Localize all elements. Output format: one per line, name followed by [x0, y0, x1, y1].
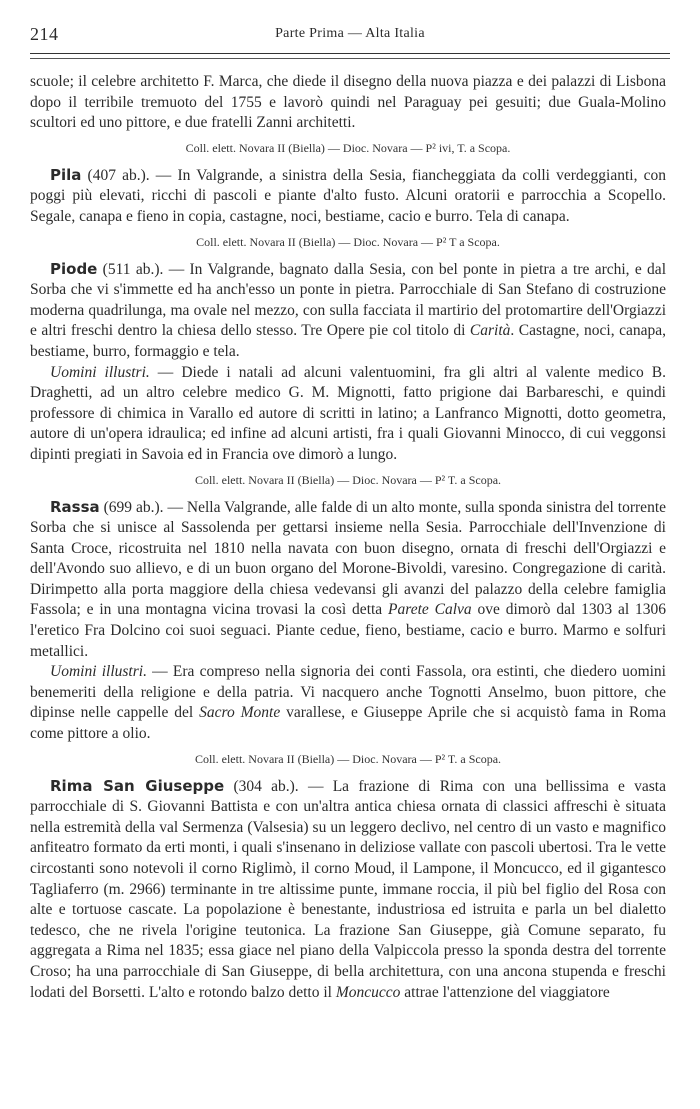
- running-title: Parte Prima — Alta Italia: [275, 26, 425, 41]
- entry-text: attrae l'attenzione del viaggiatore: [400, 983, 610, 1001]
- entry-text: ove dimorò dal 1303 al 1306 l'eretico Fra Dolcino coi suoi seguaci. Piante cedue, fieno, bestiame, cacio e burro. Marmo e solfuri metallici.: [30, 601, 667, 660]
- italic-term: Sacro Monte: [199, 704, 281, 722]
- entry-title: Pila: [50, 165, 82, 184]
- entry-text: . Castagne, noci, canapa, bestiame, burro, formaggio e tela.: [30, 322, 666, 360]
- entry-text: — Diede i natali ad alcuni valentuomini, fra gli altri al valente medico B. Draghetti, ad un altro celebre medico G. M. Mignotti, fatto prigione dai Barbareschi, e quindi professore di chimica in Varallo ed autore di scritti in latino; a Lanfranco Mignotti, dotto geometra, autore di un'opera idraulica; ed infine ad alcuni artisti, fra i quali Giovanni Minocco, di cui veggonsi dipinti pregiati in Savoia ed in Francia ove dimorò a lungo.: [30, 363, 666, 463]
- entry-piode: [30, 259, 666, 363]
- population: (511 ab.).: [97, 260, 164, 278]
- entry-text: — La frazione di Rima con una bellissima e vasta parrocchiale di S. Giovanni Battista e con un'altra antica chiesa ornata di classici affreschi è situata nella estremità della val Sermenza (Valsesia) su un leggero declivo, nel centro di un vasto e magnifico anfiteatro formato da erti monti, i quali s'insenano in deliziose vallate con pascoli ubertosi. Tra le vette circostanti sono notevoli il corno Riglimò, il corno Moud, il Lampone, il Moncucco, ed il gigantesco Tagliaferro (m. 2966) terminante in tre altissime punte, immane roccia, il più bel figlio del Rosa con alte e tortuose cascate. La popolazione è benestante, industriosa ed istruita e parla un bel dialetto tedesco, che ne rivela l'origine teutonica. La frazione San Giuseppe, già Comune separato, fu aggregata a Rima nel 1835; essa giace nel piano della Valpiccola presso la sponda destra del torrente Croso; ha una parrocchiale di San Giuseppe, di bella architettura, con una ancona stupenda e freschi lodati del Borsetti. L'alto e rotondo balzo detto il: [30, 777, 666, 1001]
- admin-note: Coll. elett. Novara II (Biella) — Dioc. Novara — P² T. a Scopa.: [194, 472, 502, 487]
- entry-rassa: [30, 497, 666, 663]
- population: (699 ab.).: [99, 498, 164, 516]
- page-body: [30, 72, 666, 1003]
- section-label: Uomini illustri.: [50, 363, 150, 381]
- italic-term: Moncucco: [335, 983, 401, 1001]
- entry-title: Piode: [50, 259, 98, 278]
- section-label: Uomini illustri.: [50, 663, 147, 681]
- entry-text: — In Valgrande, a sinistra della Sesia, fiancheggiata da colli verdeggianti, con poggi più elevati, ricchi di pascoli e piante d'alto fusto. Alcuni oratorii e parrocchia a Scopello. Segale, canapa e fieno in copia, castagne, noci, bestiame, cacio e burro. Tela di canapa.: [30, 166, 667, 225]
- entry-text: varallese, e Giuseppe Aprile che si acquistò fama in Roma come pittore a olio.: [30, 704, 666, 743]
- admin-note: Coll. elett. Novara II (Biella) — Dioc. Novara — P² T a Scopa.: [196, 234, 500, 249]
- italic-term: Carità: [469, 322, 511, 340]
- entry-title: Rassa: [50, 497, 100, 516]
- notable-people-paragraph: [30, 363, 666, 466]
- entry-text: — Nella Valgrande, alle falde di un alto monte, sulla sponda sinistra del torrente Sorba che si unisce al Sassolenda per gettarsi insieme nella Sesia. Parrocchiale dell'Invenzione di Santa Croce, ricostruita nel 1810 nella navata con buon disegno, ornata di freschi dell'Orgiazzi e dell'Avondo suo allievo, e di un buon organo del Morone-Bivoldi, varesino. Congregazione di carità. Dirimpetto alla porta maggiore della chiesa vedevansi gli avanzi del palazzo della celebre famiglia Fassola; e in una montagna vicina trovasi la così detta: [30, 498, 667, 619]
- admin-note: Coll. elett. Novara II (Biella) — Dioc. Novara — P² T. a Scopa.: [194, 751, 502, 766]
- continuation-paragraph: scuole; il celebre architetto F. Marca, che diede il disegno della nuova piazza e dei palazzi di Lisbona dopo il terribile tremuoto del 1755 e lavorò quindi nel Paraguay pei gesuiti; due Guala-Molino scultori ed uno pittore, e due fratelli Zanni architetti.: [30, 73, 666, 132]
- entry-text: — In Valgrande, bagnato dalla Sesia, con bel ponte in pietra a tre archi, e dal Sorba che vi s'immette ed ha anch'esso un ponte in pietra. Parrocchiale di San Stefano di costruzione moderna quadrilunga, ma ovale nel mezzo, con sulla facciata il martirio del protomartire dell'Orgiazzi e altri freschi dentro la chiesa dello stesso. Tre Opere pie col titolo di: [30, 260, 666, 340]
- entry-text: — Era compreso nella signoria dei conti Fassola, ora estinti, che diedero uomini benemeriti della religione e della patria. Vi nacquero anche Tognotti Anselmo, buon pittore, che dipinse nelle cappelle del: [30, 663, 666, 722]
- entry-rima: [30, 776, 666, 1004]
- population: (304 ab.).: [224, 777, 299, 795]
- header-rule: [30, 53, 670, 54]
- header-rule-thin: [30, 58, 670, 59]
- entry-title: Rima San Giuseppe: [50, 776, 225, 795]
- population: (407 ab.).: [81, 166, 150, 184]
- page-number: 214: [30, 24, 59, 44]
- admin-note: Coll. elett. Novara II (Biella) — Dioc. Novara — P² ivi, T. a Scopa.: [185, 140, 511, 155]
- entry-pila: [30, 165, 666, 228]
- notable-people-paragraph: [30, 662, 666, 744]
- italic-term: Parete Calva: [388, 601, 472, 619]
- page-header: [30, 22, 670, 48]
